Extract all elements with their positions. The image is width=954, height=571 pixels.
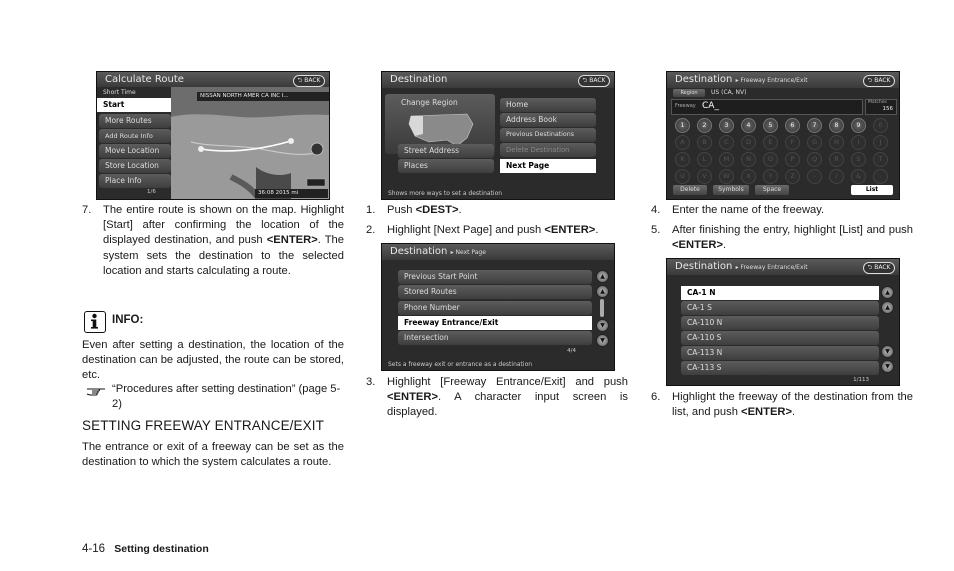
key-u[interactable]: U <box>675 169 690 184</box>
list-item-ca-1-n[interactable] <box>681 286 879 300</box>
screen-title: Destination <box>390 74 448 85</box>
screen-title: Destination <box>675 74 733 85</box>
enter-key-text: <ENTER> <box>672 239 723 252</box>
subtitle-text: Next Page <box>455 249 486 256</box>
key-j[interactable]: J <box>873 135 888 150</box>
region-value: US (CA, NV) <box>711 89 747 96</box>
page-indicator: 1/113 <box>853 377 869 383</box>
key-ampersand[interactable]: & <box>851 169 866 184</box>
step-text-a: Highlight [Next Page] and push <box>387 224 545 236</box>
step-text <box>672 203 913 218</box>
street-address-button[interactable] <box>398 144 494 158</box>
menu-item-store-location[interactable] <box>99 159 171 173</box>
menu-item-label: Add Route Info <box>105 132 153 140</box>
phone-number-item[interactable] <box>398 301 592 315</box>
previous-destinations-button[interactable] <box>500 128 596 142</box>
menu-item-label: More Routes <box>105 116 152 125</box>
destination-name-bar <box>197 92 330 101</box>
freeway-input-screenshot <box>666 71 900 200</box>
freeway-list-screenshot <box>666 258 900 386</box>
key-3[interactable]: 3 <box>719 118 734 133</box>
key-hyphen[interactable]: - <box>807 169 822 184</box>
key-b[interactable]: B <box>697 135 712 150</box>
item-label: Phone Number <box>404 303 460 312</box>
menu-item-label: Store Location <box>105 161 159 170</box>
pointing-hand-icon <box>86 385 106 397</box>
page-indicator: 4/4 <box>567 348 576 354</box>
back-label: BACK <box>589 77 606 84</box>
intersection-item[interactable] <box>398 331 592 345</box>
button-label: Next Page <box>506 161 550 170</box>
key-z[interactable]: Z <box>785 169 800 184</box>
list-item-ca-1-s[interactable] <box>681 301 879 315</box>
menu-item-more-routes[interactable] <box>99 114 171 128</box>
info-label: INFO: <box>112 314 144 326</box>
step-number: 5. <box>651 224 661 236</box>
key-m[interactable]: M <box>719 152 734 167</box>
key-l[interactable]: L <box>697 152 712 167</box>
key-2[interactable]: 2 <box>697 118 712 133</box>
step-text-a: Highlight the freeway of the destination from the list, and push <box>672 391 913 419</box>
step-text <box>103 203 344 279</box>
step-text <box>672 223 913 253</box>
space-button[interactable]: Space <box>755 185 789 195</box>
back-label: BACK <box>304 77 321 84</box>
step-number: 7. <box>82 204 92 216</box>
menu-item-move-location[interactable] <box>99 144 171 158</box>
reference-text <box>112 382 344 412</box>
screen-subtitle: ▸ Next Page <box>450 249 486 256</box>
key-e[interactable]: E <box>763 135 778 150</box>
step-number: 2. <box>366 224 376 236</box>
calculate-route-screenshot <box>96 71 330 200</box>
button-label: Street Address <box>404 146 460 155</box>
info-glyph <box>85 312 104 331</box>
back-button[interactable]: ⮌ BACK <box>863 75 895 87</box>
section-text: The entrance or exit of a freeway can be set as the destination to which the system calculates a route. <box>82 441 344 469</box>
button-label: Delete Destination <box>506 146 570 154</box>
short-time-label <box>103 89 136 96</box>
step-number: 6. <box>651 391 661 403</box>
key-7[interactable]: 7 <box>807 118 822 133</box>
reference-text-content: “Procedures after setting destination” (page 5-2) <box>112 383 341 411</box>
list-item-ca-110-s[interactable] <box>681 331 879 345</box>
step-text-a: Enter the name of the freeway. <box>672 204 825 216</box>
button-label: Places <box>404 161 428 170</box>
key-d[interactable]: D <box>741 135 756 150</box>
freeway-entrance-exit-item[interactable] <box>398 316 592 330</box>
key-q[interactable]: Q <box>807 152 822 167</box>
matches-value: 156 <box>882 106 893 112</box>
menu-item-label: Place Info <box>105 176 142 185</box>
item-label: CA-110 N <box>687 318 723 327</box>
stored-routes-item[interactable] <box>398 285 592 299</box>
scroll-up-icon[interactable]: ▲ <box>881 286 894 299</box>
screen-title: Calculate Route <box>105 74 184 85</box>
destination-name-text: NISSAN NORTH AMER CA INC I... <box>200 93 289 99</box>
subtitle-text: Freeway Entrance/Exit <box>740 77 808 84</box>
step-text <box>387 203 628 218</box>
page-footer <box>82 543 209 555</box>
item-label: CA-113 N <box>687 348 723 357</box>
key-p[interactable]: P <box>785 152 800 167</box>
key-1[interactable]: 1 <box>675 118 690 133</box>
back-button[interactable]: ⮌ BACK <box>863 262 895 274</box>
step-number: 4. <box>651 204 661 216</box>
menu-item-add-route-info[interactable] <box>99 129 171 143</box>
menu-item-label: Move Location <box>105 146 160 155</box>
key-9[interactable]: 9 <box>851 118 866 133</box>
scroll-up-icon[interactable]: ▲ <box>596 270 609 283</box>
step-text-a: Push <box>387 204 416 216</box>
enter-key-text: <ENTER> <box>741 406 793 419</box>
key-v[interactable]: V <box>697 169 712 184</box>
scroll-down-icon[interactable]: ▼ <box>881 360 894 373</box>
key-w[interactable]: W <box>719 169 734 184</box>
key-y[interactable]: Y <box>763 169 778 184</box>
keyboard <box>667 72 899 199</box>
screen-header <box>382 244 614 260</box>
info-icon <box>84 311 106 333</box>
screen-footer: Shows more ways to set a destination <box>388 190 503 197</box>
key-c[interactable]: C <box>719 135 734 150</box>
step-text <box>387 223 628 238</box>
item-label: Freeway Entrance/Exit <box>404 318 499 327</box>
screen-title: Destination <box>675 261 733 272</box>
places-button[interactable] <box>398 159 494 173</box>
button-label: Previous Destinations <box>506 131 575 138</box>
key-slash[interactable]: / <box>829 169 844 184</box>
scroll-page-up-icon[interactable]: ▲ <box>881 301 894 314</box>
scroll-page-down-icon[interactable]: ▼ <box>596 319 609 332</box>
key-r[interactable]: R <box>829 152 844 167</box>
list-item-ca-110-n[interactable] <box>681 316 879 330</box>
step-text <box>387 375 628 421</box>
screen-title: Destination <box>390 246 448 257</box>
back-label: BACK <box>874 264 891 271</box>
route-map <box>171 87 329 199</box>
page-section-title: Setting destination <box>114 543 209 555</box>
reference-icon <box>86 384 106 402</box>
step-number: 3. <box>366 376 376 388</box>
delete-destination-button[interactable] <box>500 143 596 157</box>
item-label: Previous Start Point <box>404 272 478 281</box>
button-label: Address Book <box>506 115 557 124</box>
enter-key-text: <ENTER> <box>387 391 438 404</box>
key-0[interactable]: 0 <box>873 118 888 133</box>
key-s[interactable]: S <box>851 152 866 167</box>
step-text-c: . <box>792 406 796 419</box>
key-h[interactable]: H <box>829 135 844 150</box>
key-4[interactable]: 4 <box>741 118 756 133</box>
item-label: CA-1 N <box>687 288 716 297</box>
key-i[interactable]: I <box>851 135 866 150</box>
previous-start-point-item[interactable] <box>398 270 592 284</box>
key-t[interactable]: T <box>873 152 888 167</box>
item-label: CA-110 S <box>687 333 722 342</box>
key-6[interactable]: 6 <box>785 118 800 133</box>
key-period[interactable]: . <box>873 169 888 184</box>
list-item-ca-113-n[interactable] <box>681 346 879 360</box>
freeway-input-value: CA_ <box>702 101 719 111</box>
screen-subtitle: ▸ Freeway Entrance/Exit <box>735 264 808 271</box>
delete-button[interactable]: Delete <box>673 185 707 195</box>
back-button[interactable]: ⮌ BACK <box>578 75 610 87</box>
next-page-button[interactable] <box>500 159 596 173</box>
menu-item-label: Start <box>103 100 125 109</box>
item-label: CA-1 S <box>687 303 712 312</box>
step-text-c: . A character input screen is displayed. <box>387 391 628 419</box>
key-f[interactable]: F <box>785 135 800 150</box>
change-region-label: Change Region <box>401 98 458 107</box>
back-button[interactable]: ⮌ BACK <box>293 75 325 87</box>
step-text-c: . <box>595 224 599 236</box>
section-heading: SETTING FREEWAY ENTRANCE/EXIT <box>82 418 324 433</box>
key-g[interactable]: G <box>807 135 822 150</box>
list-button[interactable]: List <box>851 185 893 195</box>
screen-footer: Sets a freeway exit or entrance as a destination <box>388 361 533 368</box>
freeway-label: Freeway <box>675 103 696 109</box>
key-n[interactable]: N <box>741 152 756 167</box>
page-indicator-text: 1/6 <box>147 189 156 195</box>
info-text: Even after setting a destination, the location of the destination can be adjusted, the route can be stored, etc. <box>82 339 344 382</box>
enter-key-text: <ENTER> <box>266 234 318 247</box>
step-text-c: . <box>458 204 462 216</box>
menu-item-start[interactable] <box>97 98 171 112</box>
button-label: Home <box>506 100 529 109</box>
key-8[interactable]: 8 <box>829 118 844 133</box>
key-a[interactable]: A <box>675 135 690 150</box>
scrollbar[interactable] <box>600 299 604 317</box>
dest-key-text: <DEST> <box>415 204 459 216</box>
address-book-button[interactable] <box>500 113 596 127</box>
menu-item-place-info[interactable] <box>99 174 171 188</box>
step-text-a: Highlight [Freeway Entrance/Exit] and push <box>387 376 628 388</box>
key-5[interactable]: 5 <box>763 118 778 133</box>
home-button[interactable] <box>500 98 596 112</box>
scroll-page-up-icon[interactable]: ▲ <box>596 285 609 298</box>
item-label: Stored Routes <box>404 287 457 296</box>
next-page-screenshot <box>381 243 615 371</box>
back-label: BACK <box>874 77 891 84</box>
key-k[interactable]: K <box>675 152 690 167</box>
step-text <box>672 390 913 420</box>
symbols-button[interactable]: Symbols <box>713 185 749 195</box>
page-indicator <box>147 189 156 195</box>
region-label: Region <box>680 90 698 96</box>
scroll-down-icon[interactable]: ▼ <box>596 334 609 347</box>
step-text-a: The entire route is shown on the map. Highlight [Start] after confirming the location of the displayed destination, and push <box>103 204 344 247</box>
list-item-ca-113-s[interactable] <box>681 361 879 375</box>
screen-subtitle: ▸ Freeway Entrance/Exit <box>735 77 808 84</box>
key-o[interactable]: O <box>763 152 778 167</box>
key-x[interactable]: X <box>741 169 756 184</box>
subtitle-text: Freeway Entrance/Exit <box>740 264 808 271</box>
destination-screenshot <box>381 71 615 200</box>
distance-readout <box>255 189 328 198</box>
enter-key-text: <ENTER> <box>544 224 596 236</box>
distance-text: 36:08 2015 mi <box>258 190 299 196</box>
scroll-page-down-icon[interactable]: ▼ <box>881 345 894 358</box>
step-text-a: After finishing the entry, highlight [List] and push <box>672 224 913 236</box>
step-text-b: . The system sets the destination to the selected location and starts calculating a route. <box>103 234 344 277</box>
page-number: 4-16 <box>82 543 106 555</box>
item-label: CA-113 S <box>687 363 722 372</box>
step-text-c: . <box>722 239 727 252</box>
matches-label: Matches <box>868 100 887 105</box>
short-time-text: Short Time <box>103 89 136 96</box>
step-number: 1. <box>366 204 376 216</box>
item-label: Intersection <box>404 333 449 342</box>
